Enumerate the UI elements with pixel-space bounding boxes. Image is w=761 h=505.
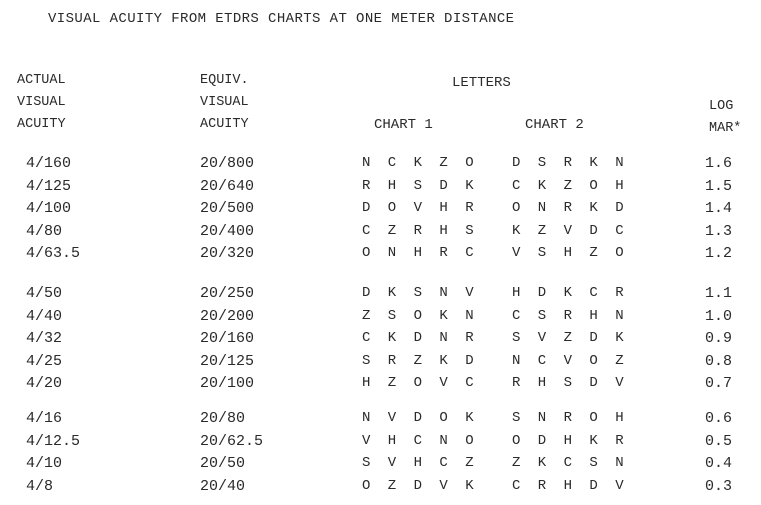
equiv-acuity-cell: 20/640 [200,177,255,195]
chart-1-letters-cell: O Z D V K [362,477,479,494]
table-row [0,178,761,200]
header-equiv-line-1: EQUIV. [200,73,249,88]
header-equiv-line-2: VISUAL [200,95,249,110]
table-row [0,433,761,455]
chart-1-letters-cell: D O V H R [362,200,479,216]
table-row [0,245,761,267]
table-row [0,200,761,222]
logmar-cell: 1.6 [705,155,733,172]
equiv-acuity-cell: 20/160 [200,330,255,347]
chart-2-letters-cell: C S R H N [512,307,629,324]
logmar-cell: 0.9 [705,330,733,347]
equiv-acuity-cell: 20/500 [200,200,255,217]
actual-acuity-cell: 4/80 [26,222,63,240]
header-chart-2: CHART 2 [525,117,584,133]
equiv-acuity-cell: 20/200 [200,307,255,325]
chart-1-letters-cell: R H S D K [362,177,479,194]
header-actual-line-2: VISUAL [17,95,66,110]
actual-acuity-cell: 4/20 [26,375,63,392]
table-row [0,285,761,307]
chart-2-letters-cell: V S H Z O [512,245,629,261]
actual-acuity-cell: 4/100 [26,200,72,217]
header-equiv-visual-acuity [200,70,249,136]
actual-acuity-cell: 4/10 [26,455,63,472]
logmar-cell: 0.4 [705,455,733,472]
equiv-acuity-cell: 20/250 [200,285,255,302]
logmar-cell: 0.7 [705,375,733,392]
equiv-acuity-cell: 20/40 [200,477,246,495]
table-row [0,353,761,375]
table-row [0,375,761,397]
logmar-cell: 1.0 [705,307,733,325]
actual-acuity-cell: 4/8 [26,477,54,495]
table-row [0,223,761,245]
actual-acuity-cell: 4/50 [26,285,63,302]
logmar-cell: 1.2 [705,245,733,262]
header-equiv-line-3: ACUITY [200,117,249,132]
header-actual-line-1: ACTUAL [17,73,66,88]
logmar-cell: 1.5 [705,177,733,195]
header-actual-line-3: ACUITY [17,117,66,132]
chart-1-letters-cell: Z S O K N [362,307,479,324]
actual-acuity-cell: 4/32 [26,330,63,347]
table-row [0,155,761,177]
chart-1-letters-cell: N V D O K [362,410,479,426]
logmar-cell: 0.6 [705,410,733,427]
chart-1-letters-cell: H Z O V C [362,375,479,391]
actual-acuity-cell: 4/25 [26,352,63,370]
header-actual-visual-acuity [17,70,66,136]
chart-2-letters-cell: O D H K R [512,432,629,449]
chart-2-letters-cell: Z K C S N [512,455,629,471]
chart-2-letters-cell: O N R K D [512,200,629,216]
logmar-cell: 1.3 [705,222,733,240]
chart-1-letters-cell: S V H C Z [362,455,479,471]
equiv-acuity-cell: 20/62.5 [200,432,264,450]
header-chart-1: CHART 1 [374,117,433,133]
equiv-acuity-cell: 20/320 [200,245,255,262]
chart-1-letters-cell: D K S N V [362,285,479,301]
chart-2-letters-cell: D S R K N [512,155,629,171]
actual-acuity-cell: 4/160 [26,155,72,172]
chart-2-letters-cell: C R H D V [512,477,629,494]
chart-1-letters-cell: S R Z K D [362,352,479,369]
chart-2-letters-cell: K Z V D C [512,222,629,239]
chart-2-letters-cell: N C V O Z [512,352,629,369]
equiv-acuity-cell: 20/80 [200,410,246,427]
actual-acuity-cell: 4/40 [26,307,63,325]
logmar-cell: 0.8 [705,352,733,370]
chart-2-letters-cell: R H S D V [512,375,629,391]
logmar-cell: 0.3 [705,477,733,495]
equiv-acuity-cell: 20/100 [200,375,255,392]
table-row [0,455,761,477]
chart-1-letters-cell: N C K Z O [362,155,479,171]
header-logmar-line-2: MAR* [709,121,742,136]
chart-1-letters-cell: V H C N O [362,432,479,449]
actual-acuity-cell: 4/63.5 [26,245,81,262]
logmar-cell: 1.4 [705,200,733,217]
header-logmar-line-1: LOG [709,99,734,114]
page-title: VISUAL ACUITY FROM ETDRS CHARTS AT ONE METER DISTANCE [48,11,515,27]
equiv-acuity-cell: 20/125 [200,352,255,370]
table-row [0,410,761,432]
chart-1-letters-cell: O N H R C [362,245,479,261]
logmar-cell: 1.1 [705,285,733,302]
chart-2-letters-cell: H D K C R [512,285,629,301]
equiv-acuity-cell: 20/400 [200,222,255,240]
actual-acuity-cell: 4/16 [26,410,63,427]
equiv-acuity-cell: 20/800 [200,155,255,172]
table-row [0,330,761,352]
chart-2-letters-cell: S V Z D K [512,330,629,346]
actual-acuity-cell: 4/12.5 [26,432,81,450]
actual-acuity-cell: 4/125 [26,177,72,195]
header-logmar [709,96,741,140]
table-row [0,308,761,330]
chart-2-letters-cell: S N R O H [512,410,629,426]
equiv-acuity-cell: 20/50 [200,455,246,472]
chart-1-letters-cell: C K D N R [362,330,479,346]
table-row [0,478,761,500]
chart-2-letters-cell: C K Z O H [512,177,629,194]
chart-1-letters-cell: C Z R H S [362,222,479,239]
logmar-cell: 0.5 [705,432,733,450]
header-letters: LETTERS [452,75,511,91]
